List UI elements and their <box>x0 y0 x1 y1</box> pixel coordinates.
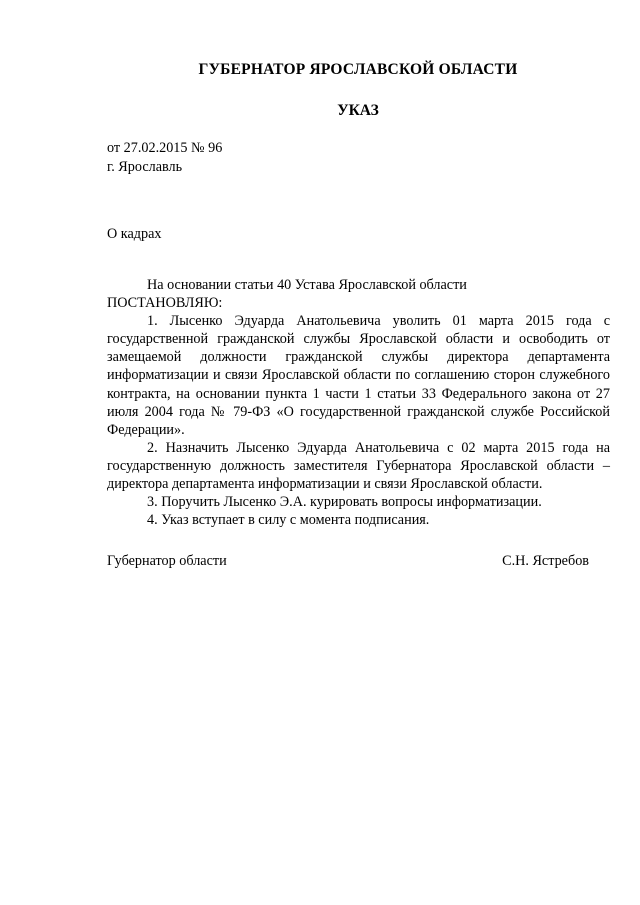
signatory-name: С.Н. Ястребов <box>502 553 589 569</box>
document-subject: О кадрах <box>107 226 162 242</box>
order-item-1: 1. Лысенко Эдуарда Анатольевича уволить 01 марта 2015 года с государственной гражданской службы Ярославской области и освободить от замещаемой должности гражданской службы директора департамента информатизации и связи Ярославской области по соглашению сторон служебного контракта, на основании пункта 1 части 1 статьи 33 Федерального закона от 27 июля 2004 года № 79-ФЗ «О государственной гражданской службе Российской Федерации». <box>107 313 610 438</box>
signatory-position: Губернатор области <box>107 553 227 569</box>
city: г. Ярославль <box>107 159 183 175</box>
resolution-heading: ПОСТАНОВЛЯЮ: <box>107 295 223 312</box>
order-item-4: 4. Указ вступает в силу с момента подписания. <box>147 512 430 529</box>
basis-paragraph: На основании статьи 40 Устава Ярославской области <box>147 277 467 293</box>
document-type: УКАЗ <box>337 102 379 119</box>
order-item-3: 3. Поручить Лысенко Э.А. курировать вопросы информатизации. <box>147 494 542 511</box>
date-number: от 27.02.2015 № 96 <box>107 140 223 156</box>
signature-block <box>107 553 589 570</box>
order-item-2: 2. Назначить Лысенко Эдуарда Анатольевича с 02 марта 2015 года на государственную должность заместителя Губернатора Ярославской области – директора департамента информатизации и связи Ярославской области. <box>107 439 610 493</box>
issuer-title: ГУБЕРНАТОР ЯРОСЛАВСКОЙ ОБЛАСТИ <box>198 61 518 78</box>
document-body <box>107 276 610 529</box>
document-meta <box>107 139 222 177</box>
